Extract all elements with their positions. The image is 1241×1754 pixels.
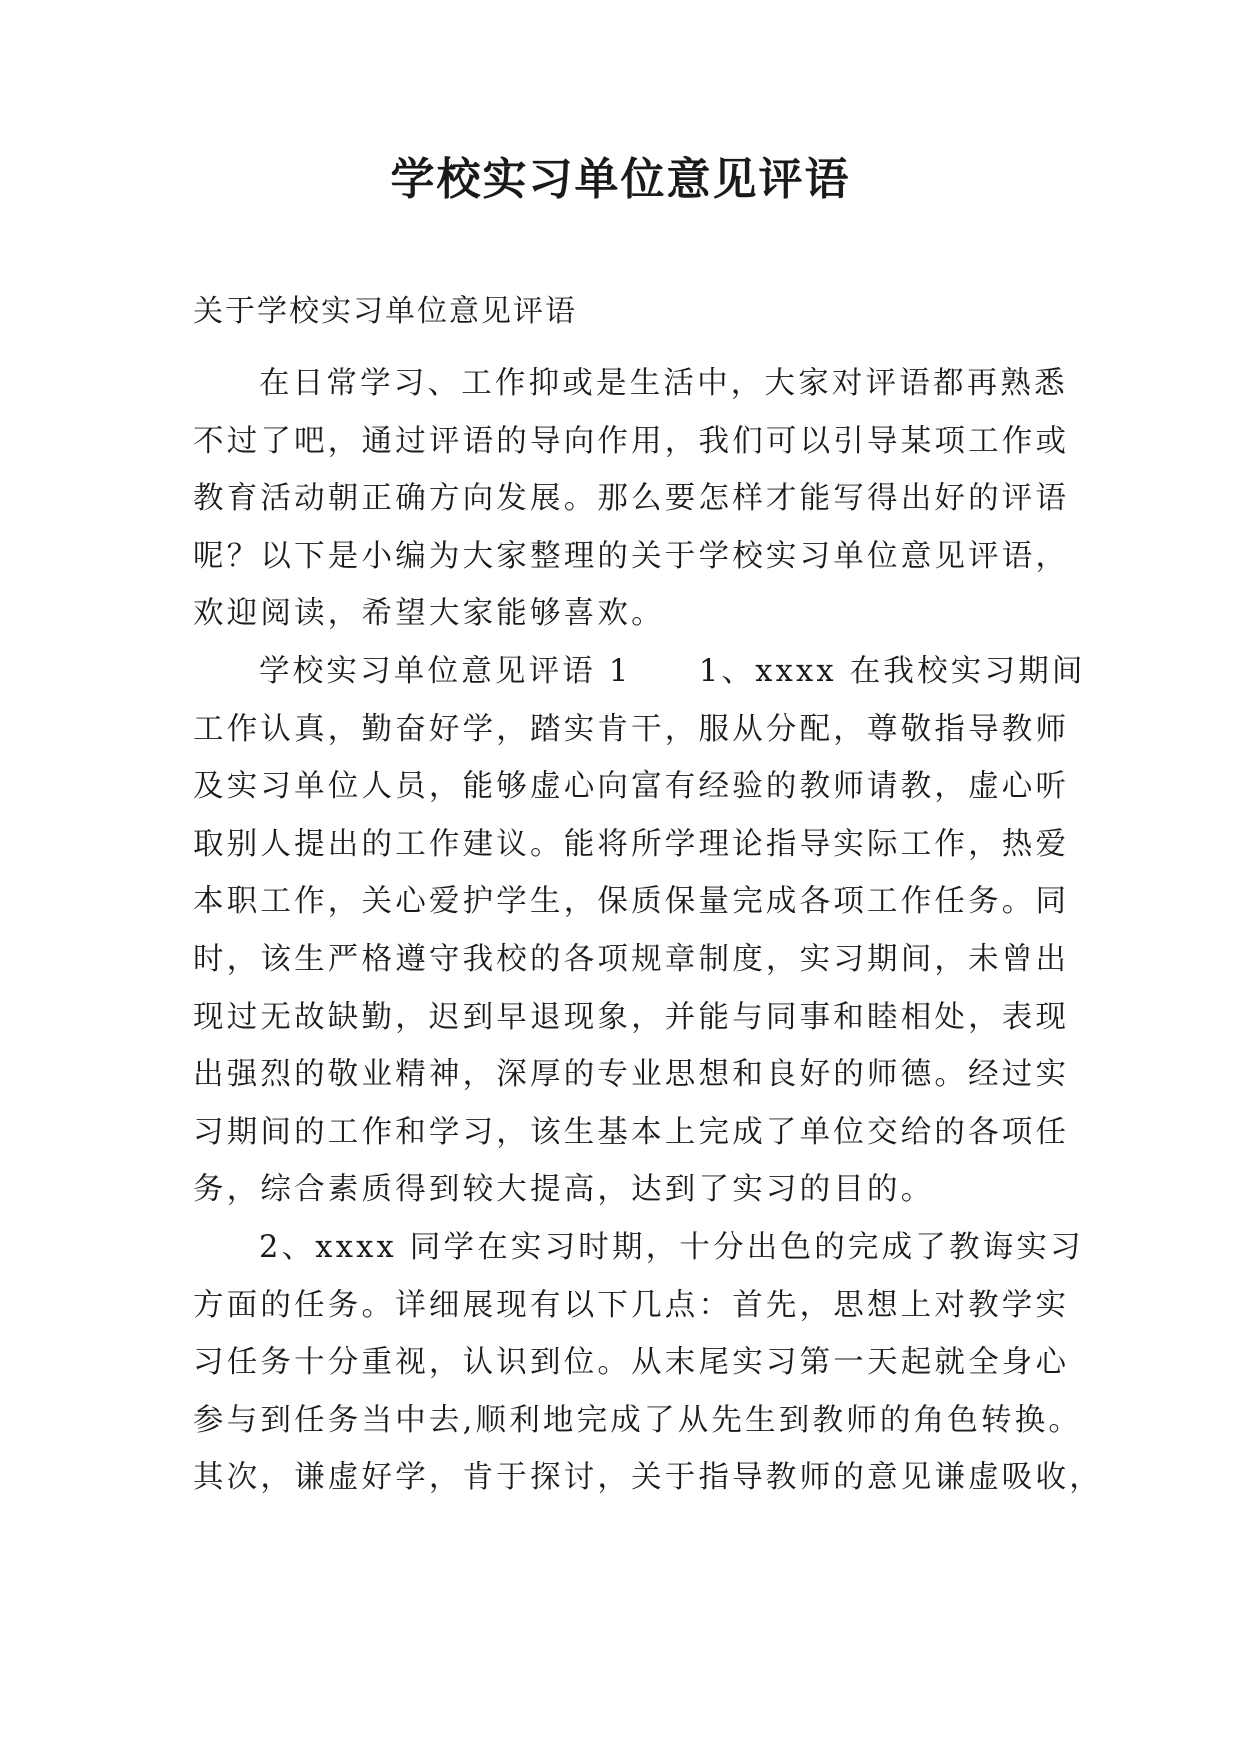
- text-line: 其次，谦虚好学，肯于探讨，关于指导教师的意见谦虚吸收，: [193, 1460, 1103, 1496]
- text-line: 不过了吧，通过评语的导向作用，我们可以引导某项工作或: [193, 423, 1070, 459]
- text-line: 本职工作，关心爱护学生，保质保量完成各项工作任务。同: [193, 884, 1070, 920]
- text-line: 习期间的工作和学习，该生基本上完成了单位交给的各项任: [193, 1114, 1070, 1150]
- paragraph-intro: [193, 355, 1070, 643]
- document-title: 学校实习单位意见评语: [390, 154, 851, 205]
- paragraph-comment-2: [193, 1219, 1103, 1507]
- text-line: 出强烈的敬业精神，深厚的专业思想和良好的师德。经过实: [193, 1057, 1070, 1093]
- text-line: 工作认真，勤奋好学，踏实肯干，服从分配，尊敬指导教师: [193, 711, 1070, 747]
- text-line: 及实习单位人员，能够虚心向富有经验的教师请教，虚心听: [193, 769, 1070, 805]
- text-line: 务，综合素质得到较大提高，达到了实习的目的。: [193, 1172, 935, 1208]
- text-line: 欢迎阅读，希望大家能够喜欢。: [193, 596, 665, 632]
- document-subtitle: 关于学校实习单位意见评语: [193, 294, 577, 329]
- text-line: 学校实习单位意见评语 1 1、xxxx 在我校实习期间: [259, 654, 1086, 689]
- text-line: 在日常学习、工作抑或是生活中，大家对评语都再熟悉: [259, 366, 1068, 401]
- text-line: 习任务十分重视，认识到位。从末尾实习第一天起就全身心: [193, 1345, 1070, 1381]
- text-line: 现过无故缺勤，迟到早退现象，并能与同事和睦相处，表现: [193, 999, 1070, 1035]
- text-line: 2、xxxx 同学在实习时期，十分出色的完成了教诲实习: [259, 1230, 1084, 1265]
- text-line: 取别人提出的工作建议。能将所学理论指导实际工作，热爱: [193, 826, 1070, 862]
- text-line: 教育活动朝正确方向发展。那么要怎样才能写得出好的评语: [193, 481, 1070, 517]
- text-line: 方面的任务。详细展现有以下几点：首先，思想上对教学实: [193, 1287, 1070, 1323]
- text-line: 参与到任务当中去,顺利地完成了从先生到教师的角色转换。: [193, 1402, 1083, 1438]
- text-line: 呢？以下是小编为大家整理的关于学校实习单位意见评语，: [193, 538, 1070, 574]
- paragraph-comment-1: [193, 643, 1086, 1219]
- text-line: 时，该生严格遵守我校的各项规章制度，实习期间，未曾出: [193, 941, 1070, 977]
